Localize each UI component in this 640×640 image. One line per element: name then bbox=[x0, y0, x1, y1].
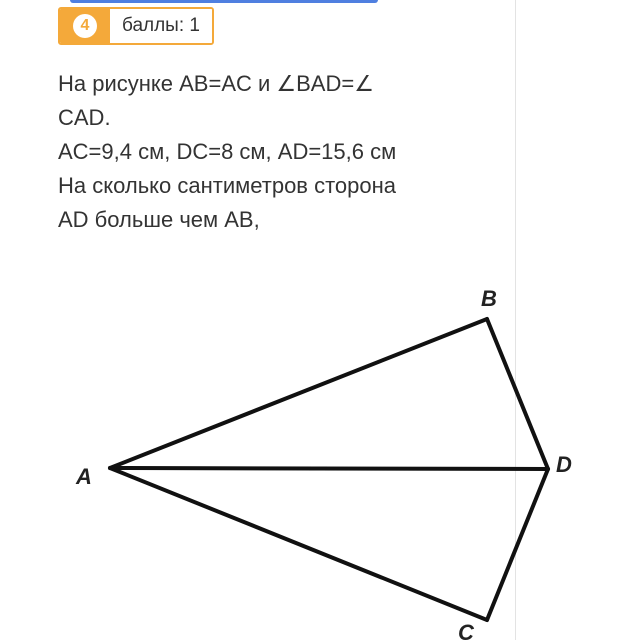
segment-ac bbox=[110, 468, 487, 620]
point-label-d: D bbox=[556, 452, 572, 477]
segment-ad bbox=[110, 468, 548, 469]
point-label-b: B bbox=[481, 286, 497, 311]
points-badge bbox=[58, 7, 214, 45]
question-text bbox=[58, 67, 498, 237]
geometry-figure bbox=[0, 270, 640, 640]
question-line: На рисунке AB=AC и ∠BAD=∠ bbox=[58, 71, 374, 96]
segment-ab bbox=[110, 319, 487, 468]
question-line: CAD. bbox=[58, 105, 111, 130]
task-number: 4 bbox=[73, 14, 97, 38]
question-line: На сколько сантиметров сторона bbox=[58, 173, 397, 198]
question-line: AC=9,4 см, DC=8 см, AD=15,6 см bbox=[58, 139, 397, 164]
task-number-block bbox=[60, 9, 110, 43]
top-bar bbox=[70, 0, 378, 3]
question-line: AD больше чем AB, bbox=[58, 207, 260, 232]
segment-dc bbox=[487, 469, 548, 620]
segment-bd bbox=[487, 319, 548, 469]
point-label-a: A bbox=[76, 464, 92, 489]
point-label-c: C bbox=[458, 620, 474, 640]
points-label: баллы: 1 bbox=[110, 9, 212, 43]
